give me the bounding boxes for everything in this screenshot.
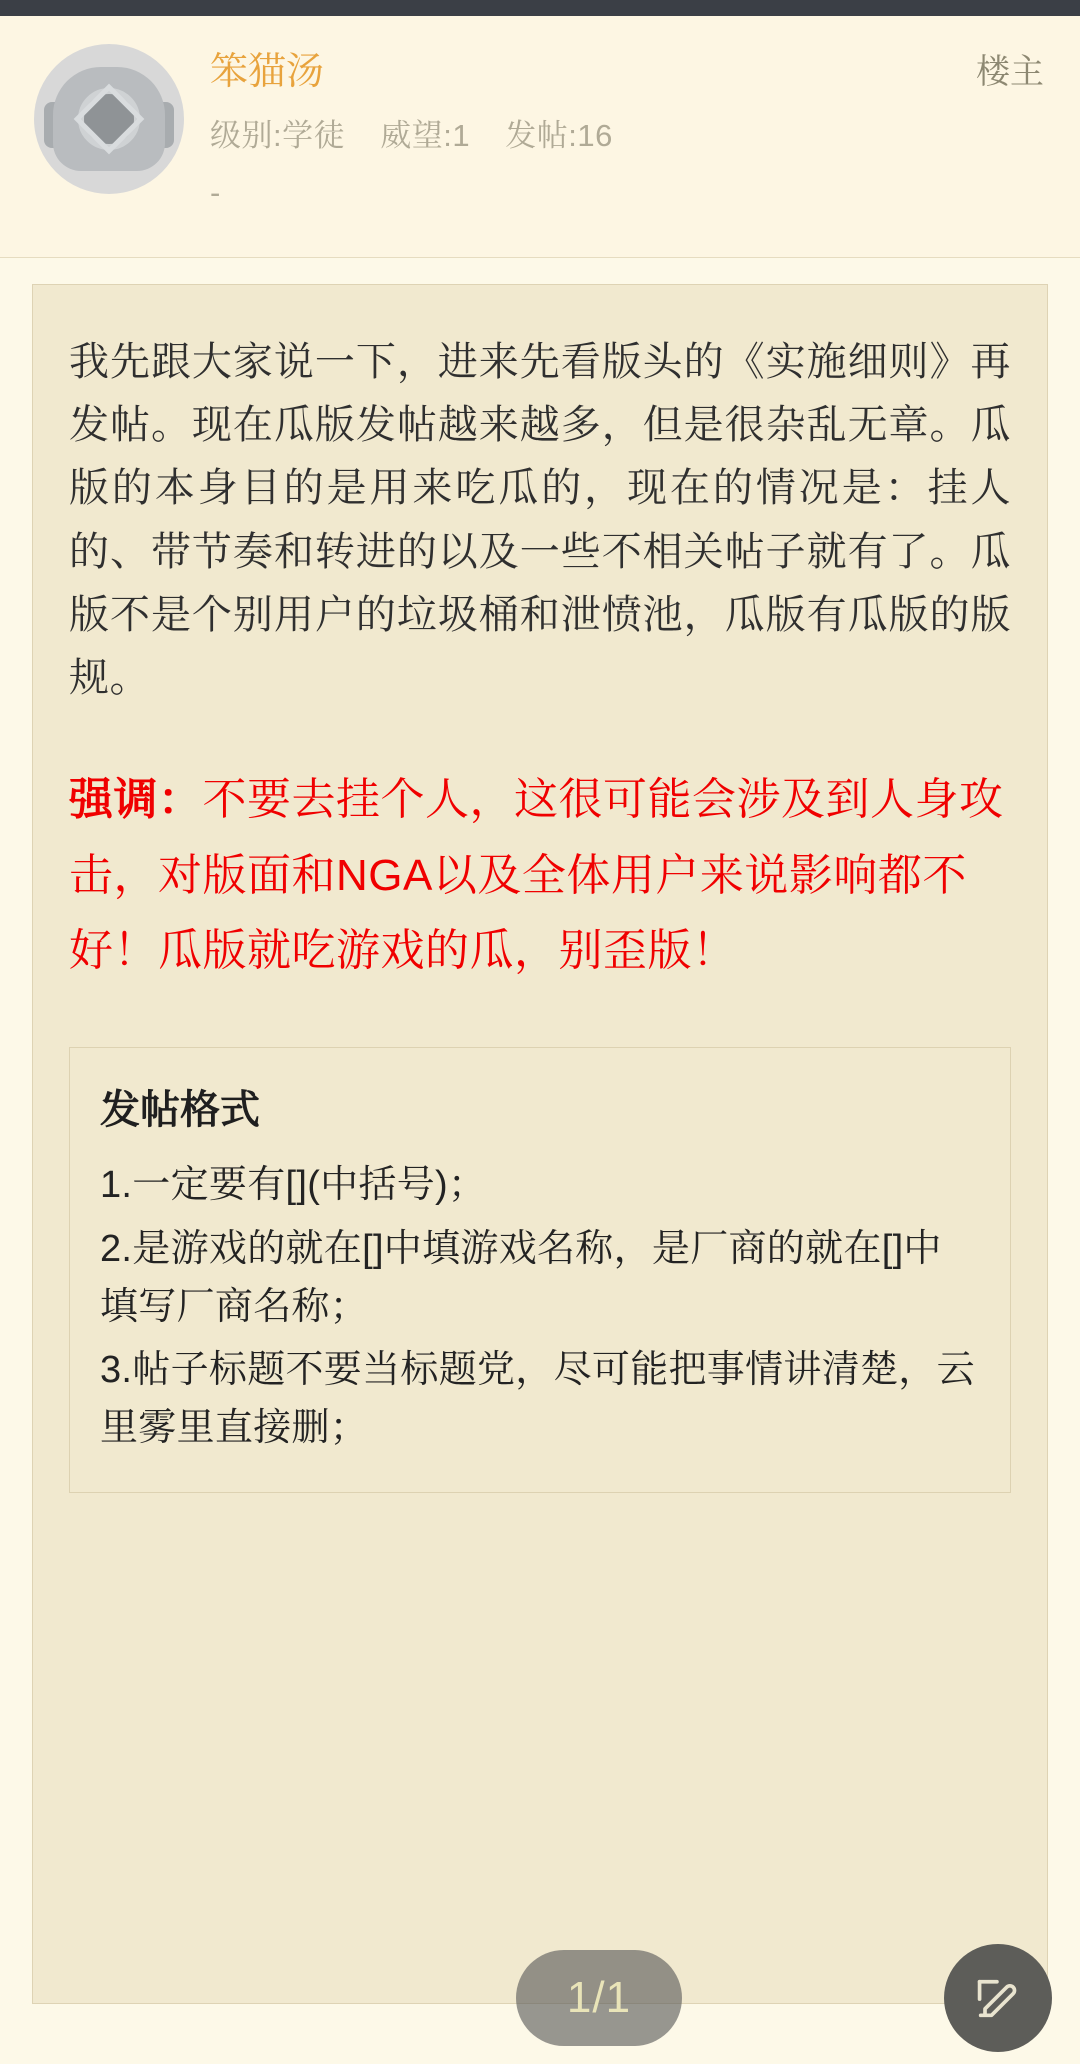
author-meta xyxy=(210,110,1046,155)
post-emphasis xyxy=(69,762,1011,989)
avatar[interactable] xyxy=(34,44,184,194)
format-box-line: 3.帖子标题不要当标题党，尽可能把事情讲清楚，云里雾里直接删； xyxy=(100,1349,975,1450)
author-name[interactable]: 笨猫汤 xyxy=(210,51,325,93)
post-header xyxy=(0,16,1080,258)
author-meta-dash: - xyxy=(210,174,221,210)
format-box-title: 发帖格式 xyxy=(100,1088,260,1133)
avatar-visor-icon xyxy=(78,88,140,150)
post-emphasis-lead: 强调： xyxy=(69,775,203,825)
compose-button[interactable] xyxy=(944,1944,1052,2052)
op-badge: 楼主 xyxy=(976,53,1044,91)
post-paragraph: 我先跟大家说一下，进来先看版头的《实施细则》再发帖。现在瓜版发帖越来越多，但是很杂乱无章。瓜版的本身目的是用来吃瓜的，现在的情况是：挂人的、带节奏和转进的以及一些不相关帖子就有了。瓜版不是个别用户的垃圾桶和泄愤池，瓜版有瓜版的版规。 xyxy=(69,340,1011,700)
post-format-quote-box xyxy=(69,1047,1011,1493)
status-bar xyxy=(0,0,1080,16)
post-content-card xyxy=(32,284,1048,2004)
author-level: 级别:学徒 xyxy=(210,117,346,153)
format-box-line: 1.一定要有[](中括号)； xyxy=(100,1164,487,1207)
format-box-line: 2.是游戏的就在[]中填游戏名称，是厂商的就在[]中填写厂商名称； xyxy=(100,1227,942,1328)
author-prestige: 威望:1 xyxy=(380,117,471,153)
compose-icon xyxy=(972,1972,1024,2024)
author-postcount: 发帖:16 xyxy=(505,117,613,153)
page-indicator[interactable]: 1/1 xyxy=(516,1950,682,2046)
post-emphasis-text: 不要去挂个人，这很可能会涉及到人身攻击，对版面和NGA以及全体用户来说影响都不好！瓜版就吃游戏的瓜，别歪版！ xyxy=(69,775,1004,976)
post-author-block xyxy=(184,38,1046,211)
